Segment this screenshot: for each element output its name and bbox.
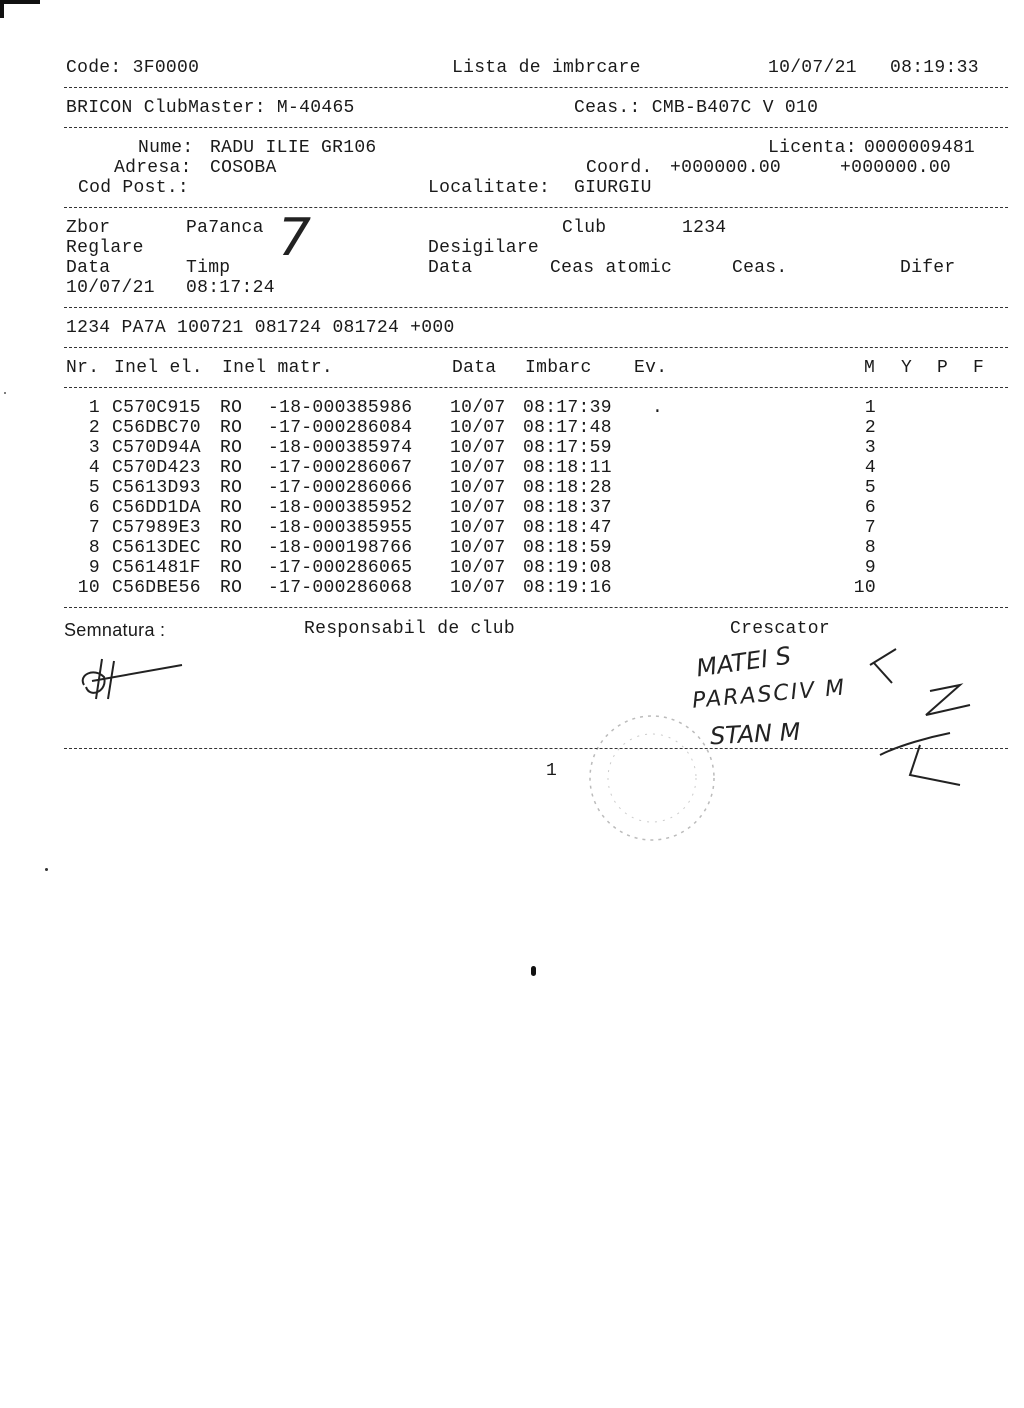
name-label: Nume: bbox=[138, 138, 194, 158]
column-header-p: P bbox=[937, 358, 949, 378]
column-header-inel-el: Inel el. bbox=[114, 358, 203, 378]
reglare-label: Reglare bbox=[66, 238, 144, 258]
electronic-ring: C56DBC70 bbox=[112, 418, 201, 438]
handwritten-initials bbox=[860, 645, 980, 785]
table-row bbox=[64, 558, 964, 578]
scan-corner-mark-vertical bbox=[0, 0, 4, 18]
owner-name: RADU ILIE GR106 bbox=[210, 138, 377, 158]
country-code: RO bbox=[220, 438, 243, 458]
divider bbox=[64, 387, 1008, 388]
handwritten-name: STAN M bbox=[709, 717, 802, 751]
row-m: 3 bbox=[864, 438, 876, 458]
electronic-ring: C570D423 bbox=[112, 458, 201, 478]
boarding-time: 08:18:47 bbox=[523, 518, 612, 538]
table-row bbox=[64, 478, 964, 498]
electronic-ring: C56DD1DA bbox=[112, 498, 201, 518]
address-label: Adresa: bbox=[114, 158, 192, 178]
country-code: RO bbox=[220, 398, 243, 418]
handwritten-mark: 7 bbox=[278, 208, 312, 268]
column-header-y: Y bbox=[901, 358, 913, 378]
column-header-inel-matr: Inel matr. bbox=[222, 358, 334, 378]
club-value: 1234 bbox=[682, 218, 727, 238]
column-header-imbarc: Imbarc bbox=[525, 358, 592, 378]
electronic-ring: C570C915 bbox=[112, 398, 201, 418]
column-header-nr: Nr. bbox=[66, 358, 100, 378]
boarding-time: 08:19:16 bbox=[523, 578, 612, 598]
table-row bbox=[64, 438, 964, 458]
row-number: 7 bbox=[88, 518, 100, 538]
code-line: 1234 PA7A 100721 081724 081724 +000 bbox=[66, 318, 455, 338]
country-code: RO bbox=[220, 418, 243, 438]
coord-label: Coord. bbox=[586, 158, 653, 178]
electronic-ring: C5613DEC bbox=[112, 538, 201, 558]
header-time: 08:19:33 bbox=[890, 58, 979, 78]
boarding-time: 08:18:37 bbox=[523, 498, 612, 518]
registration-ring: -18-000198766 bbox=[268, 538, 413, 558]
license-number: 0000009481 bbox=[864, 138, 976, 158]
column-header-ev: Ev. bbox=[634, 358, 668, 378]
row-date: 10/07 bbox=[450, 498, 506, 518]
header-date: 10/07/21 bbox=[768, 58, 857, 78]
boarding-time: 08:18:59 bbox=[523, 538, 612, 558]
row-number: 5 bbox=[88, 478, 100, 498]
row-date: 10/07 bbox=[450, 518, 506, 538]
row-date: 10/07 bbox=[450, 398, 506, 418]
column-header-data: Data bbox=[452, 358, 497, 378]
row-date: 10/07 bbox=[450, 478, 506, 498]
table-row bbox=[64, 418, 964, 438]
divider bbox=[64, 347, 1008, 348]
registration-ring: -18-000385955 bbox=[268, 518, 413, 538]
registration-ring: -17-000286065 bbox=[268, 558, 413, 578]
handwritten-name: PARASCIV M bbox=[691, 675, 848, 714]
registration-ring: -17-000286067 bbox=[268, 458, 413, 478]
data-label: Data bbox=[66, 258, 111, 278]
country-code: RO bbox=[220, 518, 243, 538]
registration-ring: -17-000286068 bbox=[268, 578, 413, 598]
row-date: 10/07 bbox=[450, 418, 506, 438]
registration-ring: -18-000385974 bbox=[268, 438, 413, 458]
set-date: 10/07/21 bbox=[66, 278, 155, 298]
electronic-ring: C561481F bbox=[112, 558, 201, 578]
country-code: RO bbox=[220, 458, 243, 478]
row-date: 10/07 bbox=[450, 458, 506, 478]
electronic-ring: C5613D93 bbox=[112, 478, 201, 498]
row-number: 6 bbox=[88, 498, 100, 518]
table-row bbox=[64, 498, 964, 518]
boarding-time: 08:18:28 bbox=[523, 478, 612, 498]
row-m: 7 bbox=[864, 518, 876, 538]
registration-ring: -17-000286066 bbox=[268, 478, 413, 498]
row-date: 10/07 bbox=[450, 578, 506, 598]
row-m: 9 bbox=[864, 558, 876, 578]
club-label: Club bbox=[562, 218, 607, 238]
document-title: Lista de imbrcare bbox=[452, 58, 641, 78]
divider bbox=[64, 127, 1008, 128]
handwritten-name: MATEI S bbox=[694, 641, 793, 683]
column-header-m: M bbox=[864, 358, 876, 378]
coord-y: +000000.00 bbox=[840, 158, 952, 178]
registration-ring: -17-000286084 bbox=[268, 418, 413, 438]
row-m: 2 bbox=[864, 418, 876, 438]
row-m: 5 bbox=[864, 478, 876, 498]
electronic-ring: C56DBE56 bbox=[112, 578, 201, 598]
row-date: 10/07 bbox=[450, 538, 506, 558]
zbor-label: Zbor bbox=[66, 218, 111, 238]
postal-code-label: Cod Post.: bbox=[78, 178, 190, 198]
row-number: 3 bbox=[88, 438, 100, 458]
electronic-ring: C57989E3 bbox=[112, 518, 201, 538]
scan-corner-mark bbox=[0, 0, 40, 4]
row-m: 10 bbox=[853, 578, 876, 598]
timp-label: Timp bbox=[186, 258, 231, 278]
country-code: RO bbox=[220, 558, 243, 578]
handwritten-signature bbox=[74, 655, 194, 705]
locality-value: GIURGIU bbox=[574, 178, 652, 198]
row-m: 6 bbox=[864, 498, 876, 518]
row-date: 10/07 bbox=[450, 558, 506, 578]
table-row bbox=[64, 518, 964, 538]
boarding-time: 08:17:48 bbox=[523, 418, 612, 438]
boarding-time: 08:17:39 bbox=[523, 398, 612, 418]
clubmaster-id: BRICON ClubMaster: M-40465 bbox=[66, 98, 355, 118]
row-m: 4 bbox=[864, 458, 876, 478]
coord-x: +000000.00 bbox=[670, 158, 782, 178]
zbor-value: Pa7anca bbox=[186, 218, 264, 238]
scan-speck bbox=[531, 966, 536, 976]
registration-ring: -18-000385952 bbox=[268, 498, 413, 518]
breeder-label: Crescator bbox=[730, 619, 830, 639]
clock-label: Ceas. bbox=[732, 258, 788, 278]
row-m: 8 bbox=[864, 538, 876, 558]
atomic-clock-label: Ceas atomic bbox=[550, 258, 673, 278]
country-code: RO bbox=[220, 578, 243, 598]
row-m: 1 bbox=[864, 398, 876, 418]
electronic-ring: C570D94A bbox=[112, 438, 201, 458]
boarding-time: 08:17:59 bbox=[523, 438, 612, 458]
club-responsible-label: Responsabil de club bbox=[304, 619, 515, 639]
signature-label: Semnatura : bbox=[64, 620, 166, 640]
data2-label: Data bbox=[428, 258, 473, 278]
row-number: 4 bbox=[88, 458, 100, 478]
table-row bbox=[64, 398, 964, 418]
locality-label: Localitate: bbox=[428, 178, 551, 198]
divider bbox=[64, 748, 1008, 749]
page-number: 1 bbox=[546, 761, 558, 781]
owner-address: COSOBA bbox=[210, 158, 277, 178]
column-header-f: F bbox=[973, 358, 985, 378]
desigilare-label: Desigilare bbox=[428, 238, 540, 258]
round-stamp bbox=[582, 708, 722, 848]
table-row bbox=[64, 458, 964, 478]
country-code: RO bbox=[220, 538, 243, 558]
row-number: 1 bbox=[88, 398, 100, 418]
divider bbox=[64, 607, 1008, 608]
divider bbox=[64, 207, 1008, 208]
difference-label: Difer bbox=[900, 258, 956, 278]
divider bbox=[64, 87, 1008, 88]
license-label: Licenta: bbox=[768, 138, 857, 158]
divider bbox=[64, 307, 1008, 308]
set-time: 08:17:24 bbox=[186, 278, 275, 298]
scan-speck bbox=[4, 392, 6, 394]
row-number: 8 bbox=[88, 538, 100, 558]
row-date: 10/07 bbox=[450, 438, 506, 458]
event-mark: . bbox=[652, 398, 664, 418]
boarding-time: 08:18:11 bbox=[523, 458, 612, 478]
table-row bbox=[64, 538, 964, 558]
row-number: 10 bbox=[77, 578, 100, 598]
table-row bbox=[64, 578, 964, 598]
registration-ring: -18-000385986 bbox=[268, 398, 413, 418]
boarding-time: 08:19:08 bbox=[523, 558, 612, 578]
code-label: Code: 3F0000 bbox=[66, 58, 200, 78]
row-number: 2 bbox=[88, 418, 100, 438]
row-number: 9 bbox=[88, 558, 100, 578]
scan-speck bbox=[45, 868, 48, 871]
country-code: RO bbox=[220, 498, 243, 518]
country-code: RO bbox=[220, 478, 243, 498]
clock-id: Ceas.: CMB-B407C V 010 bbox=[574, 98, 819, 118]
